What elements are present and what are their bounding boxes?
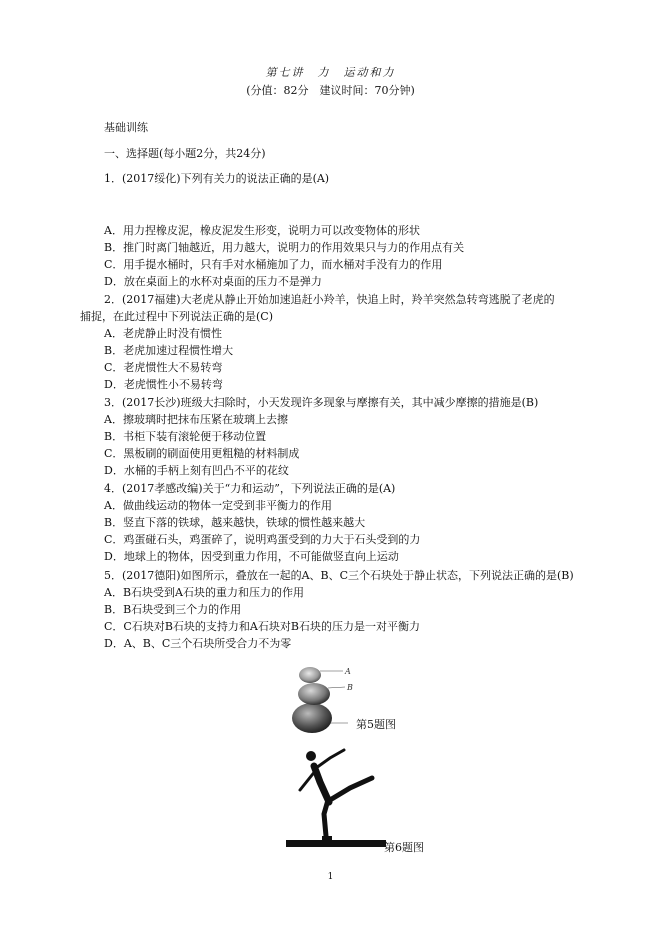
figure-gymnast — [284, 744, 394, 852]
option-item: B．推门时离门轴越近，用力越大，说明力的作用效果只与力的作用点有关 — [104, 241, 465, 254]
figure-5-caption: 第5题图 — [356, 718, 396, 731]
option-item: C．C石块对B石块的支持力和A石块对B石块的压力是一对平衡力 — [104, 620, 420, 633]
option-item: A．用力捏橡皮泥，橡皮泥发生形变，说明力可以改变物体的形状 — [104, 224, 420, 237]
option-item: D．老虎惯性小不易转弯 — [104, 378, 223, 391]
option-item: A．擦玻璃时把抹布压紧在玻璃上去擦 — [104, 413, 288, 426]
option-item: B．B石块受到三个力的作用 — [104, 603, 242, 616]
option-item: D．放在桌面上的水杯对桌面的压力不是弹力 — [104, 275, 322, 288]
page-number: 1 — [327, 872, 334, 882]
option-item: D．A、B、C三个石块所受合力不为零 — [104, 637, 292, 650]
option-item: C．鸡蛋碰石头，鸡蛋碎了，说明鸡蛋受到的力大于石头受到的力 — [104, 533, 421, 546]
question-stem-continued: 捕捉，在此过程中下列说法正确的是(C) — [80, 310, 273, 323]
stone-label-a: A — [345, 667, 351, 676]
stone-a — [299, 667, 321, 683]
option-item: B．老虎加速过程惯性增大 — [104, 344, 234, 357]
option-item: B．竖直下落的铁球，越来越快，铁球的惯性越来越大 — [104, 516, 366, 529]
part-heading: 一、选择题(每小题2分，共24分) — [104, 147, 266, 160]
balance-beam — [286, 840, 386, 847]
question-stem: 1．(2017绥化)下列有关力的说法正确的是(A) — [104, 172, 330, 185]
question-stem: 2．(2017福建)大老虎从静止开始加速追赶小羚羊，快追上时，羚羊突然急转弯逃脱了老虎的 — [104, 293, 555, 306]
question-stem: 4．(2017孝感改编)关于“力和运动”，下列说法正确的是(A) — [104, 482, 396, 495]
document-title: 第七讲 力 运动和力 — [265, 66, 396, 79]
stone-label-b: B — [347, 683, 353, 692]
figure-6-caption: 第6题图 — [384, 841, 424, 854]
option-item: C．黑板刷的刷面使用更粗糙的材料制成 — [104, 447, 300, 460]
stone-c — [292, 703, 332, 733]
document-subtitle: (分值：82分 建议时间：70分钟) — [246, 84, 415, 97]
option-item: D．水桶的手柄上刻有凹凸不平的花纹 — [104, 464, 289, 477]
stone-b — [298, 683, 330, 705]
option-item: C．用手提水桶时，只有手对水桶施加了力，而水桶对手没有力的作用 — [104, 258, 443, 271]
option-item: A．做曲线运动的物体一定受到非平衡力的作用 — [104, 499, 332, 512]
option-item: A．B石块受到A石块的重力和压力的作用 — [104, 586, 304, 599]
question-stem: 5．(2017德阳)如图所示，叠放在一起的A、B、C三个石块处于静止状态，下列说法正确的是(B) — [104, 569, 574, 582]
section-heading: 基础训练 — [104, 121, 148, 134]
option-item: A．老虎静止时没有惯性 — [104, 327, 222, 340]
option-item: B．书柜下装有滚轮便于移动位置 — [104, 430, 267, 443]
question-stem: 3．(2017长沙)班级大扫除时，小天发现许多现象与摩擦有关，其中减少摩擦的措施是(B) — [104, 396, 539, 409]
option-item: D．地球上的物体，因受到重力作用，不可能做竖直向上运动 — [104, 550, 399, 563]
option-item: C．老虎惯性大不易转弯 — [104, 361, 223, 374]
